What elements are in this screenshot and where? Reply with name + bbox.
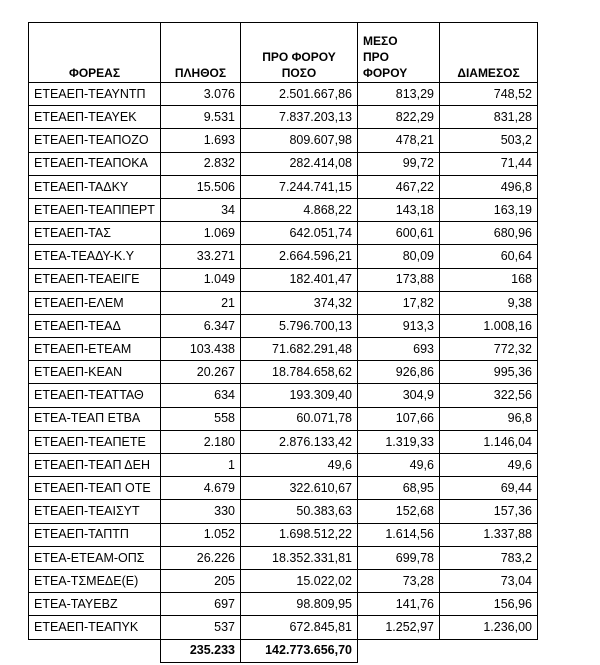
cell-foreas: ΕΤΕΑΕΠ-ΤΕΑΠΕΤΕ [29, 430, 161, 453]
cell-foreas: ΕΤΕΑΕΠ-ΤΕΑΥΕΚ [29, 106, 161, 129]
cell-plithos: 1.693 [161, 129, 241, 152]
cell-poso: 672.845,81 [241, 616, 358, 639]
cell-diamesos: 69,44 [440, 477, 538, 500]
cell-plithos: 33.271 [161, 245, 241, 268]
table-row [29, 222, 538, 245]
cell-poso: 15.022,02 [241, 569, 358, 592]
table-row [29, 83, 538, 106]
cell-poso: 322.610,67 [241, 477, 358, 500]
table-row [29, 175, 538, 198]
cell-poso: 2.664.596,21 [241, 245, 358, 268]
cell-meso: 49,6 [358, 454, 440, 477]
cell-meso: 1.614,56 [358, 523, 440, 546]
cell-meso: 17,82 [358, 291, 440, 314]
cell-meso: 926,86 [358, 361, 440, 384]
cell-poso: 374,32 [241, 291, 358, 314]
cell-foreas: ΕΤΕΑΕΠ-ΤΕΑΤΤΑΘ [29, 384, 161, 407]
table-row [29, 477, 538, 500]
header-meso-line1: ΜΕΣΟ [363, 34, 398, 48]
cell-plithos: 26.226 [161, 546, 241, 569]
cell-plithos: 9.531 [161, 106, 241, 129]
cell-diamesos: 748,52 [440, 83, 538, 106]
cell-foreas: ΕΤΕΑΕΠ-ΤΕΑΥΝΤΠ [29, 83, 161, 106]
cell-plithos: 330 [161, 500, 241, 523]
cell-foreas: ΕΤΕΑΕΠ-ΤΑΠΤΠ [29, 523, 161, 546]
total-poso: 142.773.656,70 [241, 639, 358, 662]
cell-diamesos: 9,38 [440, 291, 538, 314]
cell-diamesos: 1.236,00 [440, 616, 538, 639]
cell-diamesos: 1.008,16 [440, 314, 538, 337]
cell-meso: 80,09 [358, 245, 440, 268]
cell-meso: 68,95 [358, 477, 440, 500]
cell-plithos: 2.180 [161, 430, 241, 453]
table-row [29, 245, 538, 268]
table-row [29, 198, 538, 221]
totals-empty-cell [358, 639, 440, 662]
cell-plithos: 537 [161, 616, 241, 639]
cell-foreas: ΕΤΕΑΕΠ-ΤΕΑΠΟΖΟ [29, 129, 161, 152]
cell-diamesos: 322,56 [440, 384, 538, 407]
cell-foreas: ΕΤΕΑΕΠ-ΚΕΑΝ [29, 361, 161, 384]
cell-plithos: 1 [161, 454, 241, 477]
cell-diamesos: 96,8 [440, 407, 538, 430]
cell-poso: 5.796.700,13 [241, 314, 358, 337]
table-body [29, 83, 538, 640]
cell-plithos: 634 [161, 384, 241, 407]
cell-diamesos: 680,96 [440, 222, 538, 245]
cell-plithos: 34 [161, 198, 241, 221]
cell-foreas: ΕΤΕΑΕΠ-ΤΕΑΠΥΚ [29, 616, 161, 639]
header-meso-pro-forou [358, 23, 440, 83]
cell-diamesos: 503,2 [440, 129, 538, 152]
cell-foreas: ΕΤΕΑΕΠ-ΤΕΑΙΣΥΤ [29, 500, 161, 523]
header-meso-line2: ΠΡΟ [363, 50, 390, 64]
table-row [29, 454, 538, 477]
totals-empty-cell [29, 639, 161, 662]
cell-diamesos: 783,2 [440, 546, 538, 569]
cell-meso: 141,76 [358, 593, 440, 616]
cell-diamesos: 156,96 [440, 593, 538, 616]
cell-diamesos: 71,44 [440, 152, 538, 175]
cell-diamesos: 73,04 [440, 569, 538, 592]
cell-poso: 18.352.331,81 [241, 546, 358, 569]
cell-plithos: 4.679 [161, 477, 241, 500]
cell-diamesos: 496,8 [440, 175, 538, 198]
cell-foreas: ΕΤΕΑΕΠ-ΕΛΕΜ [29, 291, 161, 314]
cell-poso: 18.784.658,62 [241, 361, 358, 384]
cell-plithos: 3.076 [161, 83, 241, 106]
cell-poso: 71.682.291,48 [241, 338, 358, 361]
cell-meso: 99,72 [358, 152, 440, 175]
cell-plithos: 1.049 [161, 268, 241, 291]
cell-foreas: ΕΤΕΑ-ΕΤΕΑΜ-ΟΠΣ [29, 546, 161, 569]
table-row [29, 338, 538, 361]
data-table [28, 22, 538, 663]
cell-plithos: 21 [161, 291, 241, 314]
cell-diamesos: 168 [440, 268, 538, 291]
cell-poso: 50.383,63 [241, 500, 358, 523]
cell-plithos: 15.506 [161, 175, 241, 198]
cell-meso: 699,78 [358, 546, 440, 569]
table-row [29, 430, 538, 453]
cell-plithos: 205 [161, 569, 241, 592]
cell-poso: 2.501.667,86 [241, 83, 358, 106]
cell-meso: 107,66 [358, 407, 440, 430]
cell-poso: 7.837.203,13 [241, 106, 358, 129]
cell-poso: 4.868,22 [241, 198, 358, 221]
cell-meso: 467,22 [358, 175, 440, 198]
table-row [29, 314, 538, 337]
cell-meso: 600,61 [358, 222, 440, 245]
table-row [29, 569, 538, 592]
data-table-wrapper [28, 22, 538, 663]
cell-plithos: 1.069 [161, 222, 241, 245]
cell-diamesos: 995,36 [440, 361, 538, 384]
cell-diamesos: 831,28 [440, 106, 538, 129]
header-pro-forou-line1: ΠΡΟ ΦΟΡΟΥ [262, 50, 336, 64]
table-row [29, 129, 538, 152]
table-row [29, 593, 538, 616]
table-row [29, 407, 538, 430]
cell-plithos: 2.832 [161, 152, 241, 175]
cell-foreas: ΕΤΕΑΕΠ-ΤΕΑΠΟΚΑ [29, 152, 161, 175]
totals-row [29, 639, 538, 662]
cell-meso: 478,21 [358, 129, 440, 152]
table-row [29, 523, 538, 546]
cell-meso: 813,29 [358, 83, 440, 106]
cell-foreas: ΕΤΕΑ-ΤΑΥΕΒΖ [29, 593, 161, 616]
cell-diamesos: 1.337,88 [440, 523, 538, 546]
table-row [29, 152, 538, 175]
cell-poso: 282.414,08 [241, 152, 358, 175]
cell-poso: 642.051,74 [241, 222, 358, 245]
header-pro-forou-poso [241, 23, 358, 83]
header-plithos: ΠΛΗΘΟΣ [161, 23, 241, 83]
cell-foreas: ΕΤΕΑΕΠ-ΕΤΕΑΜ [29, 338, 161, 361]
cell-meso: 152,68 [358, 500, 440, 523]
cell-plithos: 20.267 [161, 361, 241, 384]
cell-foreas: ΕΤΕΑΕΠ-ΤΕΑΠ ΟΤΕ [29, 477, 161, 500]
cell-meso: 913,3 [358, 314, 440, 337]
table-row [29, 361, 538, 384]
cell-meso: 1.319,33 [358, 430, 440, 453]
cell-poso: 809.607,98 [241, 129, 358, 152]
cell-diamesos: 163,19 [440, 198, 538, 221]
cell-meso: 1.252,97 [358, 616, 440, 639]
cell-meso: 143,18 [358, 198, 440, 221]
cell-poso: 60.071,78 [241, 407, 358, 430]
header-meso-line3: ΦΟΡΟΥ [363, 66, 408, 80]
cell-poso: 2.876.133,42 [241, 430, 358, 453]
header-row [29, 23, 538, 83]
cell-diamesos: 49,6 [440, 454, 538, 477]
cell-foreas: ΕΤΕΑ-ΤΕΑΔΥ-Κ.Υ [29, 245, 161, 268]
cell-poso: 7.244.741,15 [241, 175, 358, 198]
cell-foreas: ΕΤΕΑ-ΤΕΑΠ ΕΤΒΑ [29, 407, 161, 430]
totals-empty-cell [440, 639, 538, 662]
cell-poso: 182.401,47 [241, 268, 358, 291]
cell-poso: 193.309,40 [241, 384, 358, 407]
cell-diamesos: 1.146,04 [440, 430, 538, 453]
cell-poso: 1.698.512,22 [241, 523, 358, 546]
cell-foreas: ΕΤΕΑΕΠ-ΤΑΣ [29, 222, 161, 245]
cell-foreas: ΕΤΕΑΕΠ-ΤΕΑΔ [29, 314, 161, 337]
cell-diamesos: 157,36 [440, 500, 538, 523]
cell-meso: 693 [358, 338, 440, 361]
cell-diamesos: 772,32 [440, 338, 538, 361]
cell-foreas: ΕΤΕΑΕΠ-ΤΕΑΠ ΔΕΗ [29, 454, 161, 477]
header-diamesos: ΔΙΑΜΕΣΟΣ [440, 23, 538, 83]
cell-meso: 173,88 [358, 268, 440, 291]
cell-meso: 304,9 [358, 384, 440, 407]
cell-plithos: 103.438 [161, 338, 241, 361]
table-row [29, 500, 538, 523]
cell-meso: 822,29 [358, 106, 440, 129]
table-row [29, 384, 538, 407]
cell-foreas: ΕΤΕΑΕΠ-ΤΕΑΕΙΓΕ [29, 268, 161, 291]
cell-plithos: 1.052 [161, 523, 241, 546]
cell-foreas: ΕΤΕΑ-ΤΣΜΕΔΕ(Ε) [29, 569, 161, 592]
total-plithos: 235.233 [161, 639, 241, 662]
cell-poso: 98.809,95 [241, 593, 358, 616]
header-foreas: ΦΟΡΕΑΣ [29, 23, 161, 83]
table-row [29, 291, 538, 314]
cell-plithos: 697 [161, 593, 241, 616]
cell-foreas: ΕΤΕΑΕΠ-ΤΑΔΚΥ [29, 175, 161, 198]
cell-foreas: ΕΤΕΑΕΠ-ΤΕΑΠΠΕΡΤ [29, 198, 161, 221]
cell-poso: 49,6 [241, 454, 358, 477]
table-row [29, 616, 538, 639]
table-row [29, 546, 538, 569]
cell-diamesos: 60,64 [440, 245, 538, 268]
cell-meso: 73,28 [358, 569, 440, 592]
cell-plithos: 6.347 [161, 314, 241, 337]
table-row [29, 106, 538, 129]
table-row [29, 268, 538, 291]
cell-plithos: 558 [161, 407, 241, 430]
header-pro-forou-line2: ΠΟΣΟ [281, 66, 317, 80]
